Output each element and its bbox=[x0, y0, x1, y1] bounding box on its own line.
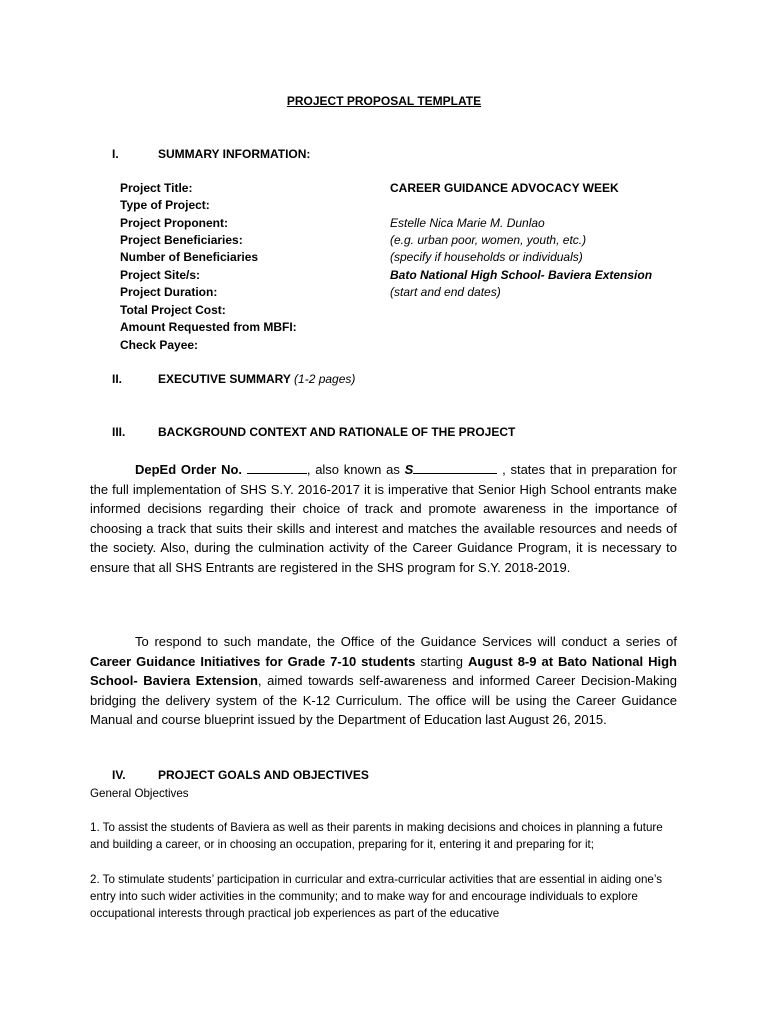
background-paragraph-1 bbox=[90, 460, 677, 577]
s-letter: S bbox=[404, 462, 414, 477]
p2-starting: starting bbox=[420, 653, 463, 669]
summary-row-proponent bbox=[120, 215, 680, 232]
summary-row-site bbox=[120, 267, 680, 284]
amount-label: Amount Requested from MBFI: bbox=[120, 320, 297, 334]
deped-order-label: DepEd Order No. bbox=[135, 462, 243, 477]
section-number: III. bbox=[112, 425, 126, 439]
summary-row-cost bbox=[120, 302, 680, 319]
section-number: I. bbox=[112, 147, 119, 161]
type-label: Type of Project: bbox=[120, 198, 210, 212]
proponent-value: Estelle Nica Marie M. Dunlao bbox=[390, 216, 545, 230]
p2-body: , aimed towards self-awareness and informed Career Decision-Making bridging the delivery system of the K-12 Curriculum. The office will be using the Career Guidance Manual and course blueprint issued by the Department of Education last August 26, 2015. bbox=[90, 673, 677, 727]
p2-initiatives: Career Guidance Initiatives for Grade 7-10 students bbox=[90, 653, 416, 669]
objective-1: 1. To assist the students of Baviera as well as their parents in making decisions and choices in planning a future and building a career, or in choosing an occupation, preparing for it, entering it and preparing for it; bbox=[90, 821, 663, 851]
summary-row-number bbox=[120, 249, 680, 266]
section-label: BACKGROUND CONTEXT AND RATIONALE OF THE PROJECT bbox=[158, 425, 516, 439]
site-value: Bato National High School- Baviera Extension bbox=[390, 268, 653, 282]
background-paragraph-2 bbox=[90, 632, 677, 730]
project-title-label: Project Title: bbox=[120, 181, 193, 195]
order-number-blank bbox=[247, 461, 307, 474]
alias-blank bbox=[413, 461, 497, 474]
project-title-value: CAREER GUIDANCE ADVOCACY WEEK bbox=[390, 181, 619, 195]
summary-row-payee bbox=[120, 337, 680, 354]
section-label: EXECUTIVE SUMMARY bbox=[158, 372, 291, 386]
p2-date-venue: August 8-9 at Bato National High School- Baviera Extension bbox=[90, 653, 677, 688]
section-label-wrap bbox=[158, 372, 355, 386]
number-label: Number of Beneficiaries bbox=[120, 250, 259, 264]
section-note: (1-2 pages) bbox=[294, 372, 356, 386]
duration-label: Project Duration: bbox=[120, 285, 218, 299]
number-value: (specify if households or individuals) bbox=[390, 250, 583, 264]
summary-row-beneficiaries bbox=[120, 232, 680, 249]
cost-label: Total Project Cost: bbox=[120, 303, 226, 317]
beneficiaries-value: (e.g. urban poor, women, youth, etc.) bbox=[390, 233, 587, 247]
proponent-label: Project Proponent: bbox=[120, 216, 229, 230]
payee-label: Check Payee: bbox=[120, 338, 199, 352]
section-number: II. bbox=[112, 372, 123, 386]
beneficiaries-label: Project Beneficiaries: bbox=[120, 233, 243, 247]
section-label: SUMMARY INFORMATION: bbox=[158, 147, 311, 161]
summary-row-title bbox=[120, 180, 680, 197]
summary-row-type bbox=[120, 197, 680, 214]
page-title: PROJECT PROPOSAL TEMPLATE bbox=[286, 94, 482, 108]
objective-2: 2. To stimulate students’ participation in curricular and extra-curricular activities that are essential in aiding one’s entry into such wider activities in the community; and to make way for and encourage individuals to explore occupational interests through practical job experiences as part of the educative bbox=[90, 873, 663, 920]
background-paragraph-1-body: , states that in preparation for the full implementation of SHS S.Y. 2016-2017 it is imperative that Senior High School entrants make informed decisions regarding their choice of track and promote awareness in the importance of choosing a track that suits their skills and interest and matches the available resources and needs of the society. Also, during the culmination activity of the Career Guidance Program, it is necessary to ensure that all SHS Entrants are registered in the SHS program for S.Y. 2018-2019. bbox=[90, 462, 677, 575]
summary-row-duration bbox=[120, 284, 680, 301]
summary-row-amount bbox=[120, 319, 680, 336]
site-label: Project Site/s: bbox=[120, 268, 201, 282]
section-label: PROJECT GOALS AND OBJECTIVES bbox=[158, 768, 369, 782]
duration-value: (start and end dates) bbox=[390, 285, 501, 299]
general-objectives-label: General Objectives bbox=[90, 787, 189, 800]
section-number: IV. bbox=[112, 768, 126, 782]
also-known-text: , also known as bbox=[306, 462, 400, 477]
p2-intro: To respond to such mandate, the Office of the Guidance Services will conduct a series of bbox=[135, 634, 677, 649]
